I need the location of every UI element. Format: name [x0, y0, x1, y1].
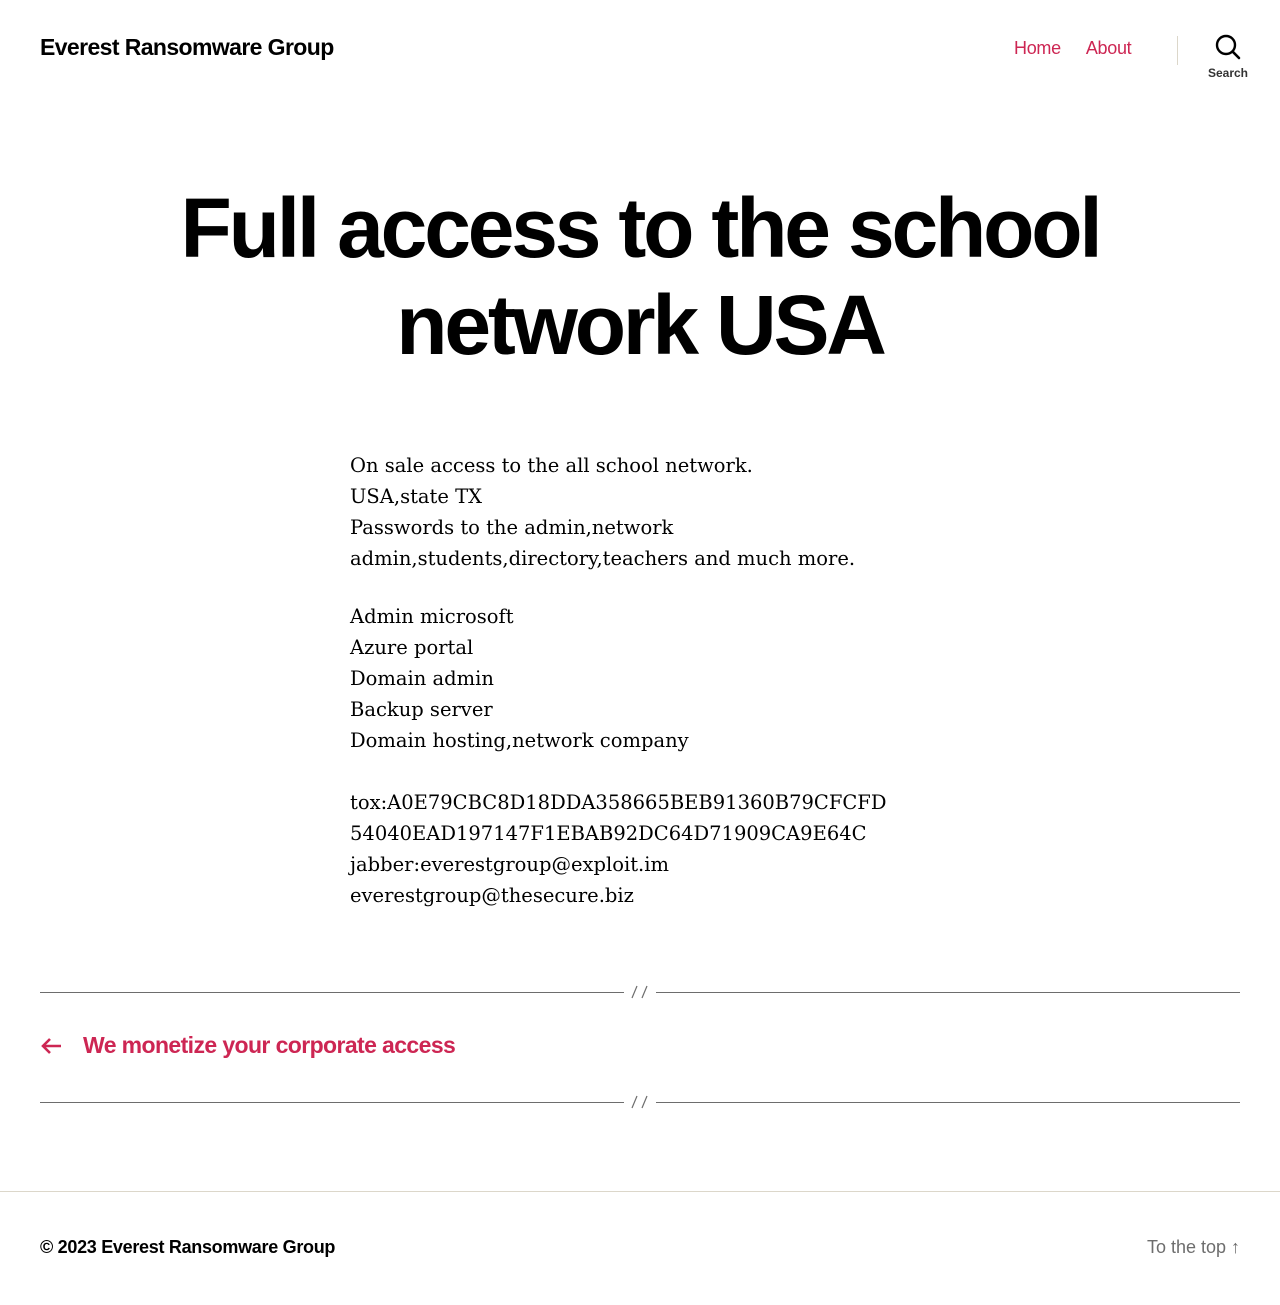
content-line: everestgroup@thesecure.biz — [350, 884, 634, 907]
content-line: Domain hosting,network company — [350, 729, 689, 752]
content-line: 54040EAD197147F1EBAB92DC64D71909CA9E64C — [350, 822, 867, 845]
separator-line — [656, 992, 1240, 993]
separator-line — [40, 992, 624, 993]
content-paragraph — [350, 450, 970, 574]
content-line: Passwords to the admin,network — [350, 516, 674, 539]
search-icon — [1215, 34, 1241, 60]
content-line: On sale access to the all school network. — [350, 454, 753, 477]
search-label: Search — [1207, 66, 1249, 80]
content-line: Azure portal — [350, 636, 474, 659]
content-line: Domain admin — [350, 667, 494, 690]
nav-divider — [1177, 36, 1178, 65]
copyright-symbol: © — [40, 1237, 53, 1257]
nav-item-about[interactable]: About — [1085, 38, 1132, 58]
previous-post-title: We monetize your corporate access — [83, 1032, 456, 1058]
separator-slash-icon — [630, 985, 650, 999]
content-line: tox:A0E79CBC8D18DDA358665BEB91360B79CFCFD — [350, 791, 887, 814]
blank-line — [350, 756, 970, 787]
search-toggle-button[interactable] — [1200, 34, 1256, 88]
site-title[interactable]: Everest Ransomware Group — [40, 34, 334, 60]
content-line: Backup server — [350, 698, 493, 721]
nav-item-home[interactable]: Home — [1014, 38, 1061, 58]
arrow-left-icon — [40, 1037, 83, 1055]
primary-menu — [1014, 38, 1131, 59]
separator-line — [656, 1102, 1240, 1103]
footer-copyright — [40, 1237, 335, 1258]
to-the-top-link[interactable]: To the top ↑ — [1146, 1237, 1240, 1257]
post-title: Full access to the school network USA — [180, 181, 1100, 372]
content-line: USA,state TX — [350, 485, 483, 508]
content-paragraph — [350, 601, 970, 911]
separator-line — [40, 1102, 624, 1103]
post-content — [350, 450, 970, 938]
previous-post-link[interactable] — [40, 1032, 455, 1059]
copyright-year: 2023 — [57, 1237, 97, 1257]
content-line: jabber:everestgroup@exploit.im — [350, 853, 669, 876]
content-line: Admin microsoft — [350, 605, 514, 628]
footer-site-link[interactable]: Everest Ransomware Group — [101, 1237, 336, 1257]
styled-separator — [40, 1092, 1240, 1112]
separator-slash-icon — [630, 1095, 650, 1109]
footer-divider — [0, 1191, 1280, 1192]
styled-separator — [40, 982, 1240, 1002]
content-line: admin,students,directory,teachers and much more. — [350, 547, 856, 570]
